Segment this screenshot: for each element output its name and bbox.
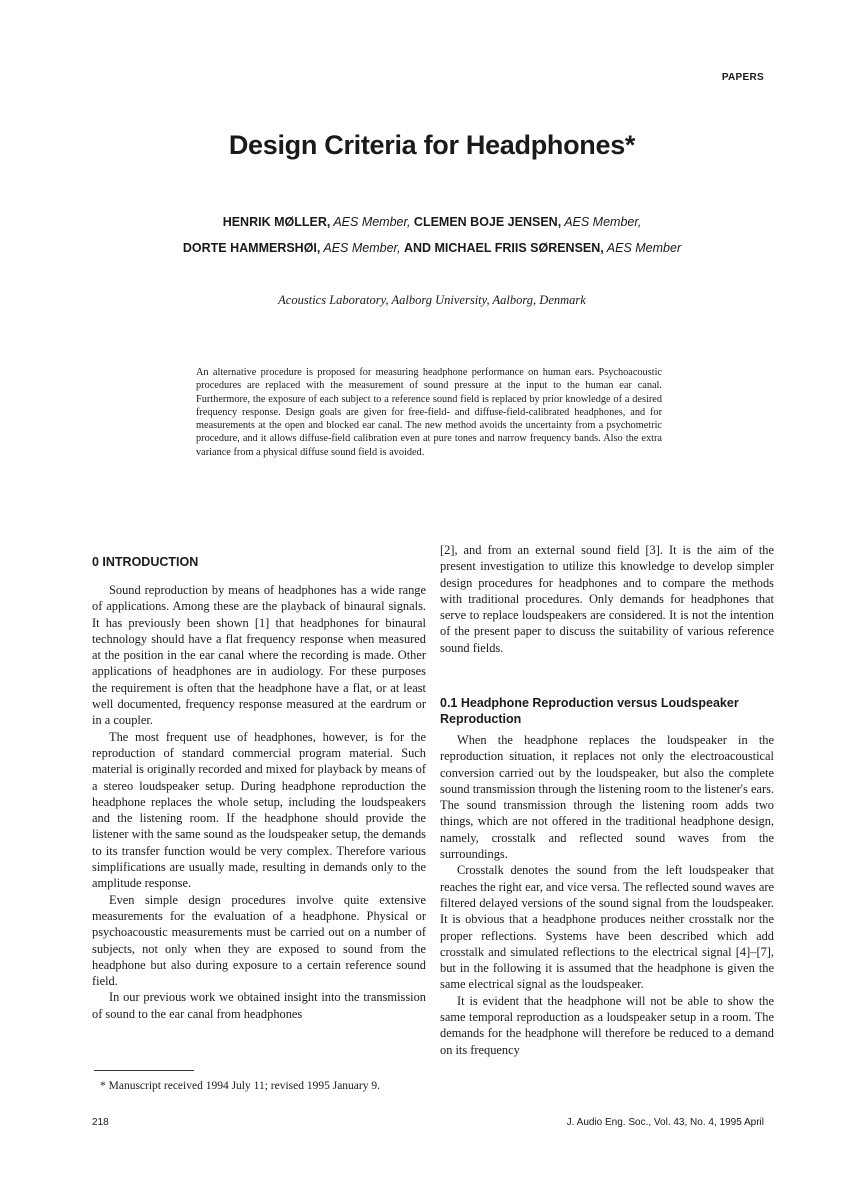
abstract: An alternative procedure is proposed for measuring headphone performance on human ears. Psychoacoustic procedures are replaced with the measurement of sound pressure at the input to the human ear canal. Furthermore, the exposure of each subject to a reference sound field is replaced by prior knowledge of a desired frequency response. Design goals are given for free-field- and diffuse-field-calibrated headphones, and for measurements at the open and blocked ear canal. The new method avoids the uncertainty from a psychometric procedure, and it allows diffuse-field calibration even at pure tones and narrow frequency bands. Also the extra variance from a physical diffuse sound field is avoided.: [196, 367, 662, 458]
author-line-2: [0, 241, 864, 255]
author-membership: AES Member,: [561, 215, 642, 229]
paragraph: Even simple design procedures involve quite extensive measurements for the evaluation of a headphone. Physical or psychoacoustic measurements must be carried out on a number of subjects, not only when they are exposed to sound from the headphone but also during exposure to a certain reference sound field.: [92, 892, 426, 989]
author-membership: AES Member,: [320, 241, 404, 255]
section-label: PAPERS: [721, 72, 764, 83]
page-number: 218: [92, 1117, 109, 1128]
author-membership: AES Member: [603, 241, 682, 255]
paragraph: In our previous work we obtained insight into the transmission of sound to the ear canal from headphones: [92, 990, 426, 1021]
paragraph: When the headphone replaces the loudspeaker in the reproduction situation, it replaces not only the electroacoustical conversion carried out by the loudspeaker, but also the complete sound transmission through the listening room to the listener's ears. The sound transmission through the listening room adds two things, which are not offered in the traditional headphone design, namely, crosstalk and reflected sound waves from the surroundings.: [440, 733, 774, 862]
paragraph: The most frequent use of headphones, however, is for the reproduction of standard commercial program material. Such material is originally recorded and mixed for playback by means of a stereo loudspeaker setup. During headphone reproduction the headphone replaces the whole setup, including the loudspeakers and the listening room. If the headphone should provide the listener with the same sound as the loudspeaker setup, the demands to its transfer function would be very complex. Therefore various simplifications are usually made, resulting in demands only to the amplitude response.: [92, 729, 426, 891]
affiliation: Acoustics Laboratory, Aalborg University, Aalborg, Denmark: [278, 293, 586, 307]
author-name: CLEMEN BOJE JENSEN,: [413, 215, 562, 229]
paragraph: Sound reproduction by means of headphones has a wide range of applications. Among these are the playback of binaural signals. It has previously been shown [1] that headphones for binaural technology should have a flat frequency response when measured at the position in the ear canal where the recording is made. Other applications of headphones are in audiology. For these purposes the requirement is often that the headphone have a flat, or at least well documented, frequency response measured at the eardrum or in a coupler.: [92, 583, 426, 728]
author-name: DORTE HAMMERSHØI,: [182, 241, 321, 255]
paragraph: Crosstalk denotes the sound from the left loudspeaker that reaches the right ear, and vice versa. The reflected sound waves are filtered delayed versions of the sound signal from the loudspeaker. It is obvious that a headphone produces neither crosstalk nor the proper reflections. Systems have been described which add crosstalk and simulated reflections to the electrical signal [4]–[7], but in the following it is assumed that the headphone is given the same electrical signal as the loudspeaker.: [440, 863, 774, 992]
right-column-body: [440, 732, 774, 1058]
section-heading-introduction: 0 INTRODUCTION: [92, 555, 199, 569]
journal-reference: J. Audio Eng. Soc., Vol. 43, No. 4, 1995 April: [566, 1117, 764, 1128]
author-membership: AES Member,: [330, 215, 414, 229]
section-heading-0-1: 0.1 Headphone Reproduction versus Loudspeaker Reproduction: [440, 696, 739, 726]
paper-title: Design Criteria for Headphones*: [228, 130, 636, 160]
right-column-top: [440, 542, 774, 656]
author-line-1: [0, 215, 864, 229]
author-name: HENRIK MØLLER,: [222, 215, 331, 229]
left-column: [92, 582, 426, 1022]
author-name: AND MICHAEL FRIIS SØRENSEN,: [403, 241, 604, 255]
paragraph-continuation: [2], and from an external sound field [3]. It is the aim of the present investigation to utilize this knowledge to develop simpler design procedures for headphones and to compare the methods with traditional procedures. Only demands for headphones that serve to replace loudspeakers are considered. It is not the intention of the present paper to discuss the suitability of various reference sound fields.: [440, 543, 774, 655]
footnote-rule: [94, 1070, 194, 1071]
paragraph: It is evident that the headphone will not be able to show the same temporal reproduction as a loudspeaker setup in a room. The demands for the headphone will therefore be reduced to a demand on its frequency: [440, 993, 774, 1057]
footnote: * Manuscript received 1994 July 11; revised 1995 January 9.: [100, 1080, 380, 1092]
